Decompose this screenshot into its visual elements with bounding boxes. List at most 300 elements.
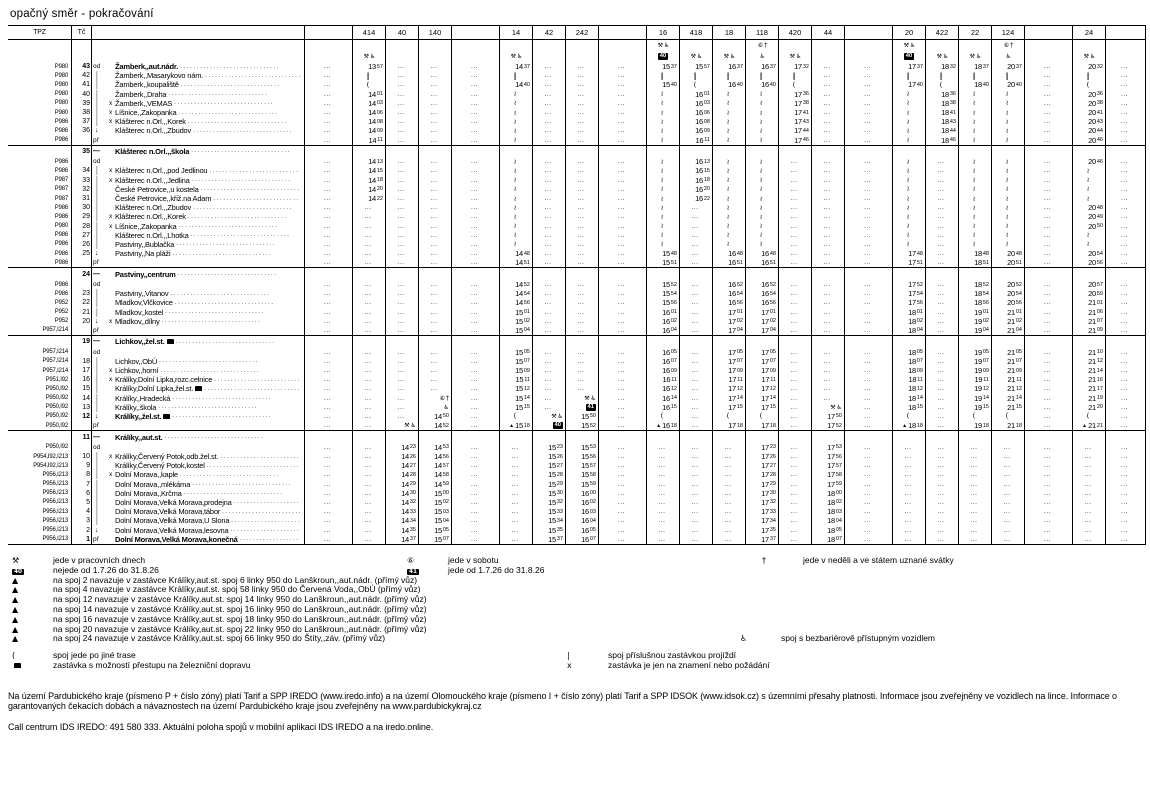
time-cell: 14 59 — [419, 480, 452, 489]
station-header — [109, 26, 305, 39]
time-cell: 17 12 — [746, 384, 779, 393]
time-cell: ... — [845, 62, 893, 71]
station-row — [8, 403, 1146, 412]
station-row — [8, 194, 1146, 203]
time-cell: ... — [533, 394, 566, 403]
symbol-cell — [893, 40, 926, 51]
marker-cell — [92, 461, 109, 470]
time-cell: ... — [1106, 461, 1146, 470]
validity-badge: 40 — [554, 422, 561, 429]
time-cell: ... — [566, 384, 599, 393]
station-name: Dolní Morava,,mlékárna — [115, 479, 191, 489]
time-cell: ≀ — [647, 240, 680, 249]
time-cell: 17 52 — [893, 280, 926, 289]
time-cell: ≀ — [746, 212, 779, 221]
time-cell: ... — [1025, 90, 1073, 99]
time-cell: ≀ — [959, 194, 992, 203]
time-cell: 21 12 — [992, 384, 1025, 393]
route-line: │ — [95, 98, 100, 108]
time-cell: ≀ — [647, 222, 680, 231]
time-cell: ... — [599, 258, 647, 267]
rail-transfer-icon — [195, 386, 202, 391]
time-cell: ... — [779, 421, 812, 430]
time-cell: 19 11 — [959, 375, 992, 384]
time-cell: 21 18 — [992, 421, 1025, 430]
time-cell: ... — [305, 99, 353, 108]
tc-cell: 5 — [72, 498, 92, 507]
time-cell: ≀ — [992, 212, 1025, 221]
wheelchair-icon: ♿ — [410, 422, 416, 430]
time-cell: ≀ — [992, 194, 1025, 203]
tpz-cell: P986 — [8, 166, 72, 175]
time-cell — [566, 431, 599, 443]
symbol-cell — [926, 40, 959, 51]
time-cell: ≀ — [713, 136, 746, 145]
marker-cell — [92, 443, 109, 452]
time-cell: ... — [1025, 222, 1073, 231]
marker-cell — [92, 507, 109, 516]
time-cell: ≀ — [959, 126, 992, 135]
time-cell — [500, 268, 533, 280]
tpz-cell: P957,I214 — [8, 366, 72, 375]
time-cell: ... — [386, 348, 419, 357]
time-cell: ... — [533, 62, 566, 71]
time-cell: ... — [353, 258, 386, 267]
time-cell: 16 15 — [647, 403, 680, 412]
time-cell: ... — [1025, 452, 1073, 461]
tpz-cell: P980 — [8, 80, 72, 89]
station-name-cell — [109, 258, 305, 267]
time-cell — [452, 146, 500, 158]
time-cell: ... — [845, 357, 893, 366]
time-cell: ... — [1025, 298, 1073, 307]
time-cell: ... — [812, 394, 845, 403]
time-cell: 21 20 — [1073, 403, 1106, 412]
station-name: Žamberk,,Masarykovo nám. — [115, 71, 204, 81]
time-cell: 14 33 — [386, 507, 419, 516]
time-cell: 14 51 — [500, 258, 533, 267]
time-cell: ... — [926, 421, 959, 430]
time-cell: 16 03 — [566, 507, 599, 516]
time-cell: ... — [305, 117, 353, 126]
time-cell: ... — [1106, 231, 1146, 240]
time-cell — [1106, 336, 1146, 348]
route-line: │ — [95, 384, 100, 394]
time-cell: ... — [680, 452, 713, 461]
time-cell — [533, 431, 566, 443]
time-cell: ... — [353, 222, 386, 231]
time-cell: ... — [386, 99, 419, 108]
time-cell: ... — [566, 71, 599, 80]
time-cell: 17 14 — [713, 394, 746, 403]
time-cell: ... — [680, 317, 713, 326]
time-cell: ... — [305, 326, 353, 335]
time-cell: ... — [386, 108, 419, 117]
time-cell: ... — [812, 258, 845, 267]
symbol-cell — [959, 51, 992, 62]
time-cell: ... — [419, 185, 452, 194]
time-cell — [386, 336, 419, 348]
time-cell: ... — [1073, 535, 1106, 544]
time-cell: 20 56 — [1073, 258, 1106, 267]
time-cell: ... — [452, 480, 500, 489]
time-cell: 19 02 — [959, 317, 992, 326]
time-cell: ... — [1106, 80, 1146, 89]
page-title: opačný směr - pokračování — [10, 8, 154, 20]
time-cell: ... — [1073, 516, 1106, 525]
route-line: │ — [95, 166, 100, 176]
tpz-cell: P987 — [8, 176, 72, 185]
tc-cell: 10 — [72, 452, 92, 461]
time-cell: ... — [893, 452, 926, 461]
time-cell: ≀ — [713, 126, 746, 135]
station-name-cell — [109, 166, 305, 175]
time-cell — [926, 431, 959, 443]
time-cell: ≀ — [647, 185, 680, 194]
station-row — [8, 348, 1146, 357]
time-cell: 14 54 — [500, 289, 533, 298]
time-cell: ... — [452, 421, 500, 430]
time-cell: ≀ — [500, 212, 533, 221]
time-cell: 18 00 — [812, 489, 845, 498]
time-cell: ... — [680, 412, 713, 421]
time-cell: ... — [599, 212, 647, 221]
time-cell: ... — [845, 480, 893, 489]
marker-cell — [92, 194, 109, 203]
time-cell: ... — [1106, 412, 1146, 421]
time-cell: ≀ — [1073, 194, 1106, 203]
time-cell: 19 09 — [959, 366, 992, 375]
workdays-icon: ⚒ — [12, 555, 20, 565]
time-cell: ... — [680, 326, 713, 335]
time-cell: ... — [992, 507, 1025, 516]
time-cell: 16 08 — [680, 117, 713, 126]
station-name-cell — [109, 357, 305, 366]
time-cell: ... — [599, 108, 647, 117]
time-cell: 21 10 — [1073, 348, 1106, 357]
station-row — [8, 412, 1146, 421]
on-request-mark: x — [109, 367, 113, 375]
time-cell: ... — [992, 498, 1025, 507]
station-name-cell — [109, 317, 305, 326]
station-name: Králíky,Červený Potok,odb.žel.st. — [115, 452, 219, 462]
time-cell: 15 15 — [500, 403, 533, 412]
dot-leader — [168, 91, 300, 97]
station-name-cell — [109, 117, 305, 126]
rail-transfer-icon — [8, 661, 53, 671]
time-cell: ≀ — [992, 166, 1025, 175]
time-cell: ≀ — [959, 108, 992, 117]
time-cell: ... — [893, 516, 926, 525]
time-cell: ... — [353, 308, 386, 317]
time-cell: 18 48 — [959, 249, 992, 258]
route-line: │ — [95, 117, 100, 127]
station-name: Klášterec n.Orl.,,pod Jedlinou — [115, 166, 208, 176]
time-cell: ... — [305, 136, 353, 145]
time-cell: ... — [452, 108, 500, 117]
time-cell: 19 14 — [959, 394, 992, 403]
time-cell: ... — [779, 258, 812, 267]
station-name: Klášterec n.Orl.,,Zbudov — [115, 126, 192, 136]
time-cell: ... — [1106, 317, 1146, 326]
time-cell: ... — [1025, 366, 1073, 375]
dot-leader — [222, 509, 300, 515]
wheelchair-icon: ♿ — [517, 53, 523, 60]
time-cell: ... — [845, 470, 893, 479]
time-cell: ... — [386, 194, 419, 203]
time-cell: ... — [566, 212, 599, 221]
time-cell: ( — [1073, 80, 1106, 89]
time-cell: 21 06 — [1073, 308, 1106, 317]
time-cell: ... — [959, 535, 992, 544]
time-cell: ... — [845, 90, 893, 99]
badge-40: 40 — [14, 568, 23, 575]
time-cell: 18 14 — [893, 394, 926, 403]
time-cell: 21 07 — [1073, 317, 1106, 326]
time-cell: ... — [1106, 375, 1146, 384]
marker-cell — [92, 62, 109, 71]
time-cell: ... — [533, 212, 566, 221]
time-cell: 21 04 — [992, 326, 1025, 335]
station-name-cell — [109, 185, 305, 194]
time-cell — [992, 431, 1025, 443]
station-name: Klášterec n.Orl.,,Korek — [115, 117, 186, 127]
tpz-cell: P986 — [8, 240, 72, 249]
time-cell: ... — [713, 535, 746, 544]
time-cell: ... — [926, 348, 959, 357]
time-cell: ... — [419, 317, 452, 326]
time-cell: 16 54 — [746, 289, 779, 298]
time-cell: ... — [386, 136, 419, 145]
time-cell: 20 54 — [992, 289, 1025, 298]
station-row — [8, 185, 1146, 194]
symbol-cell — [1073, 40, 1106, 51]
time-cell: 17 51 — [893, 258, 926, 267]
time-cell: ... — [926, 507, 959, 516]
time-cell: ▲ 15 18 — [500, 421, 533, 430]
time-cell: 20 56 — [992, 298, 1025, 307]
time-cell: 17 04 — [746, 326, 779, 335]
station-row — [8, 489, 1146, 498]
time-cell: ... — [779, 507, 812, 516]
time-cell: ... — [533, 117, 566, 126]
time-cell: ≀ — [647, 157, 680, 166]
tpz-cell: P986 — [8, 157, 72, 166]
trip-number-header: 40 — [386, 26, 419, 39]
workdays-icon: ⚒ — [551, 412, 557, 420]
symbol-cell — [992, 51, 1025, 62]
time-cell — [647, 146, 680, 158]
route-line: │ — [95, 289, 100, 299]
marker-cell — [92, 40, 109, 51]
marker-cell — [92, 394, 109, 403]
time-cell: ... — [680, 480, 713, 489]
time-cell: ... — [845, 194, 893, 203]
time-cell: 18 02 — [812, 498, 845, 507]
time-cell: 18 40 — [959, 80, 992, 89]
dot-leader — [172, 395, 300, 401]
time-cell: 14 52 — [500, 280, 533, 289]
tc-cell: 15 — [72, 384, 92, 393]
time-cell: ... — [533, 240, 566, 249]
time-cell: ... — [1106, 394, 1146, 403]
time-cell: 16 40 — [746, 80, 779, 89]
time-cell: ... — [305, 280, 353, 289]
time-cell: ≀ — [746, 136, 779, 145]
time-cell: ... — [1025, 194, 1073, 203]
time-cell: 20 46 — [1073, 157, 1106, 166]
time-cell: ... — [647, 489, 680, 498]
saturday-icon: ⑥ — [439, 394, 445, 402]
time-cell: ≀ — [746, 99, 779, 108]
time-cell: ... — [599, 126, 647, 135]
time-cell: ... — [1025, 394, 1073, 403]
time-cell — [845, 146, 893, 158]
time-cell: 20 50 — [1073, 222, 1106, 231]
time-cell: ... — [779, 470, 812, 479]
station-row — [8, 166, 1146, 175]
wheelchair-icon: ♿ — [943, 53, 949, 60]
tariff-note: Na území Pardubického kraje (písmeno P + číslo zóny) platí Tarif a SPP IREDO (www.iredo.info) a na území Olomouckého kraje (písmeno I + číslo zóny) platí Tarif a SPP IDSOK (www.idsok.cz) s územními přesahy platnosti. Informace jsou zveřejněny ve vozidlech na lince. Informace o garantovaných čekacích dobách a návaznostech na území Pardubického kraje jsou zveřejněny na www.pardubickykraj.cz — [8, 690, 1117, 712]
time-cell — [647, 336, 680, 348]
time-cell: ... — [533, 231, 566, 240]
station-name: Klášterec n.Orl.,,Zbudov — [115, 203, 192, 213]
time-cell: ... — [599, 535, 647, 544]
time-cell: 19 15 — [959, 403, 992, 412]
time-cell: ... — [353, 516, 386, 525]
time-cell: ≀ — [500, 99, 533, 108]
time-cell: ... — [1025, 357, 1073, 366]
time-cell: ... — [452, 384, 500, 393]
time-cell: ... — [305, 90, 353, 99]
time-cell — [893, 268, 926, 280]
tc-cell: 43 — [72, 62, 92, 71]
time-cell: ... — [713, 443, 746, 452]
time-cell: ... — [992, 525, 1025, 534]
time-cell — [419, 268, 452, 280]
time-cell: ... — [926, 289, 959, 298]
station-row — [8, 240, 1146, 249]
sunday-holiday-icon: † — [762, 555, 766, 565]
station-name-cell — [109, 403, 305, 412]
time-cell: ▲ 16 18 — [647, 421, 680, 430]
time-cell: ... — [566, 317, 599, 326]
time-cell: ... — [305, 366, 353, 375]
time-cell: ... — [845, 298, 893, 307]
time-cell: ... — [779, 249, 812, 258]
dot-leader — [181, 82, 300, 88]
time-cell: ... — [713, 498, 746, 507]
time-cell: ... — [599, 231, 647, 240]
time-cell: 17 07 — [713, 357, 746, 366]
connection-triangle-icon: ▲ — [12, 634, 19, 644]
time-cell: ... — [353, 326, 386, 335]
time-cell: ... — [500, 452, 533, 461]
time-cell: ... — [1106, 308, 1146, 317]
symbol-cell — [713, 51, 746, 62]
time-cell: ... — [305, 394, 353, 403]
time-cell: 17 28 — [746, 470, 779, 479]
time-cell: ... — [599, 249, 647, 258]
on-request-mark: x — [109, 176, 113, 184]
time-cell: ... — [452, 507, 500, 516]
time-cell — [353, 431, 386, 443]
validity-badge: 40 — [905, 53, 913, 59]
time-cell: ... — [533, 375, 566, 384]
time-cell: ... — [353, 231, 386, 240]
time-cell: 15 53 — [566, 443, 599, 452]
station-row — [8, 258, 1146, 267]
time-cell: ... — [452, 516, 500, 525]
time-cell: ... — [779, 412, 812, 421]
time-cell: ... — [779, 240, 812, 249]
legend-row — [8, 661, 1146, 671]
tpz-cell — [8, 40, 72, 51]
time-cell: ... — [845, 489, 893, 498]
symbol-cell — [959, 40, 992, 51]
time-cell: 15 48 — [647, 249, 680, 258]
time-cell — [926, 146, 959, 158]
time-cell — [599, 431, 647, 443]
arrival-marker: př — [93, 422, 99, 430]
time-cell: 21 05 — [992, 348, 1025, 357]
symbol-cell — [305, 51, 353, 62]
time-cell: ... — [926, 258, 959, 267]
time-cell: 14 40 — [500, 80, 533, 89]
time-cell: 15 51 — [647, 258, 680, 267]
time-cell — [746, 268, 779, 280]
route-line: │ — [95, 71, 100, 81]
marker-cell — [92, 99, 109, 108]
time-cell: ... — [812, 117, 845, 126]
time-cell — [959, 431, 992, 443]
tpz-cell — [8, 146, 72, 158]
wheelchair-icon: ♿ — [796, 53, 802, 60]
time-cell: ... — [926, 443, 959, 452]
time-cell: ... — [845, 99, 893, 108]
time-cell: 17 07 — [746, 357, 779, 366]
time-cell: ... — [845, 326, 893, 335]
time-cell: 21 17 — [1073, 384, 1106, 393]
tc-cell: 30 — [72, 203, 92, 212]
time-cell: 15 37 — [647, 62, 680, 71]
time-cell: ... — [419, 280, 452, 289]
time-cell: ... — [386, 126, 419, 135]
time-cell: ... — [305, 194, 353, 203]
time-cell: ... — [1106, 136, 1146, 145]
time-cell: ... — [305, 71, 353, 80]
symbol-cell — [533, 51, 566, 62]
time-cell: ≀ — [746, 222, 779, 231]
time-cell: ... — [452, 80, 500, 89]
symbol-cell — [566, 40, 599, 51]
time-cell: ... — [1025, 480, 1073, 489]
direction-arrow-icon: ↓ — [95, 317, 99, 325]
time-cell: ... — [599, 480, 647, 489]
time-cell: ≀ — [992, 240, 1025, 249]
workdays-icon: ⚒ — [404, 422, 410, 430]
time-cell: 14 01 — [353, 90, 386, 99]
time-cell: ... — [1025, 421, 1073, 430]
time-cell: ... — [305, 166, 353, 175]
wheelchair-icon: ♿ — [664, 42, 670, 49]
time-cell: ... — [1025, 99, 1073, 108]
symbol-cell — [386, 51, 419, 62]
time-cell: ... — [845, 80, 893, 89]
time-cell: ... — [779, 326, 812, 335]
time-cell: ... — [419, 298, 452, 307]
dot-leader — [205, 73, 300, 79]
